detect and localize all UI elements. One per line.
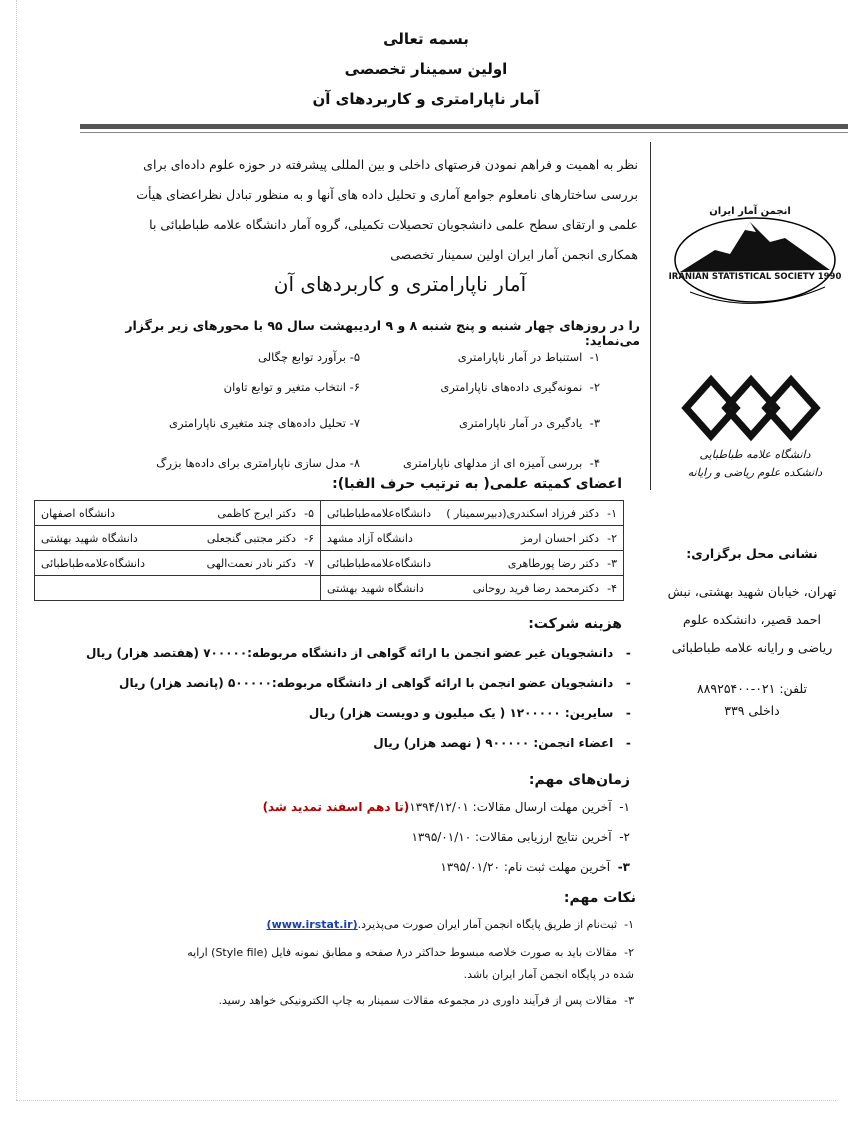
phone-extension: داخلی ۳۳۹: [724, 703, 780, 718]
committee-cell: ۳-دکتر رضا پورطاهری دانشگاه‌علامه‌طباطبائی: [321, 551, 624, 576]
table-row: [35, 501, 624, 526]
topic-item: ۵- برآورد توابع چگالی: [258, 350, 360, 364]
topic-item: ۸- مدل سازی ناپارامتری برای داده‌ها بزرگ: [156, 456, 360, 470]
page-border-left: [16, 0, 17, 1100]
contact-block: [662, 678, 842, 722]
website-link[interactable]: (www.irstat.ir): [266, 918, 358, 931]
list-item: - دانشجویان عضو انجمن با ارائه گواهی از دانشگاه مربوطه:۵۰۰۰۰۰ (پانصد هزار) ریال: [119, 676, 635, 690]
intro-paragraph: [90, 150, 638, 270]
address-line: احمد قصیر، دانشکده علوم: [683, 612, 821, 627]
table-row: [35, 551, 624, 576]
topic-item: ۱- استنباط در آمار ناپارامتری: [457, 350, 600, 364]
list-item: ۲- مقالات باید به صورت خلاصه مبسوط حداکثر در۸ صفحه و مطابق نمونه فایل (Style file) ارایه شده در پایگاه انجمن آمار ایران باشد.: [187, 946, 634, 981]
committee-cell: ۱-دکتر فرزاد اسکندری(دبیرسمینار ) دانشگاه‌علامه‌طباطبائی: [321, 501, 624, 526]
society-logo-caption: IRANIAN STATISTICAL SOCIETY 1990: [668, 272, 842, 282]
committee-cell: ۴-دکترمحمد رضا فرید روحانی دانشگاه شهید بهشتی: [321, 576, 624, 601]
dates-heading: زمان‌های مهم:: [528, 772, 630, 788]
committee-cell: [35, 576, 321, 601]
header-rule: [80, 124, 848, 129]
topic-item: ۳- یادگیری در آمار ناپارامتری: [459, 416, 600, 430]
header-rule-thin: [80, 132, 848, 133]
topic-item: ۷- تحلیل داده‌های چند متغیری ناپارامتری: [168, 416, 360, 430]
header-line2: آمار ناپارامتری و کاربردهای آن: [312, 90, 540, 108]
list-item: ۱- ثبت‌نام از طریق پایگاه انجمن آمار ایران صورت می‌پذیرد.(www.irstat.ir): [266, 918, 634, 931]
committee-table: [34, 500, 624, 601]
list-item: ۲- آخرین نتایج ارزیابی مقالات: ۱۳۹۵/۰۱/۱۰: [411, 830, 630, 844]
intro-line: همکاری انجمن آمار ایران اولین سمینار تخصصی: [390, 247, 638, 262]
notes-heading: نکات مهم:: [563, 890, 636, 906]
intro-line: نظر به اهمیت و فراهم نمودن فرصتهای داخلی و بین المللی پیشرفته در حوزه علوم داده‌ای برای: [143, 157, 638, 172]
fees-heading: هزینه شرکت:: [528, 616, 622, 632]
address-block: [662, 578, 842, 662]
committee-cell: ۷-دکتر نادر نعمت‌الهی دانشگاه‌علامه‌طباطبائی: [35, 551, 321, 576]
faculty-logo: [676, 368, 826, 448]
schedule-line: را در روزهای چهار شنبه و پنج شنبه ۸ و ۹ اردیبهشت سال ۹۵ با محورهای زیر برگزار می‌نماید:: [125, 318, 640, 348]
list-item: ۳- مقالات پس از فرآیند داوری در مجموعه مقالات سمینار به چاپ الکترونیکی خواهد رسید.: [218, 994, 634, 1007]
list-item: - سایرین: ۱۲۰۰۰۰۰ ( یک میلیون و دویست هزار) ریال: [308, 706, 635, 720]
header-line1: اولین سمینار تخصصی: [344, 60, 508, 78]
topic-item: ۴- بررسی آمیزه ای از مدلهای ناپارامتری: [402, 456, 600, 470]
topics-left-column: [130, 350, 360, 486]
column-divider: [650, 142, 651, 490]
fees-list: [60, 646, 635, 766]
intro-line: علمی و ارتقای سطح علمی دانشجویان تحصیلات تکمیلی، گروه آمار دانشگاه علامه طباطبائی با: [149, 217, 638, 232]
society-logo-title: انجمن آمار ایران: [709, 206, 791, 217]
list-item: ۳- آخرین مهلت ثبت نام: ۱۳۹۵/۰۱/۲۰: [440, 860, 630, 874]
list-item: ۱- آخرین مهلت ارسال مقالات: ۱۳۹۴/۱۲/۰۱(تا دهم اسفند تمدید شد): [262, 800, 630, 814]
faculty-logo-text1: دانشگاه علامه طباطبایی: [699, 448, 811, 461]
list-item: - دانشجویان غیر عضو انجمن با ارائه گواهی از دانشگاه مربوطه:۷۰۰۰۰۰ (هفتصد هزار) ریال: [85, 646, 635, 660]
notes-list: [176, 918, 634, 1018]
topic-item: ۲- نمونه‌گیری داده‌های ناپارامتری: [440, 380, 600, 394]
committee-cell: ۲-دکتر احسان ارمز دانشگاه آزاد مشهد: [321, 526, 624, 551]
topic-item: ۶- انتخاب متغیر و توابع تاوان: [223, 380, 360, 394]
address-heading: نشانی محل برگزاری:: [686, 546, 818, 561]
table-row: [35, 576, 624, 601]
list-item: - اعضاء انجمن: ۹۰۰۰۰۰ ( نهصد هزار) ریال: [373, 736, 635, 750]
basmala: بسمه تعالی: [383, 30, 469, 48]
phone-number: تلفن: ۰۲۱-۸۸۹۲۵۴۰۰: [696, 681, 808, 696]
intro-line: بررسی ساختارهای نامعلوم جوامع آماری و تحلیل داده های آنها و به منظور تبادل نظراعضای هیأت: [136, 187, 638, 202]
committee-heading: اعضای کمیته علمی( به ترتیب حرف الفبا):: [332, 476, 622, 492]
committee-cell: ۶-دکتر مجتبی گنجعلی دانشگاه شهید بهشتی: [35, 526, 321, 551]
table-row: [35, 526, 624, 551]
address-line: تهران، خیابان شهید بهشتی، نبش: [667, 584, 837, 599]
address-line: ریاضی و رایانه علامه طباطبائی: [671, 640, 833, 655]
faculty-logo-text2: دانشکده علوم ریاضی و رایانه: [687, 466, 823, 479]
seminar-title: آمار ناپارامتری و کاربردهای آن: [273, 272, 527, 296]
committee-cell: ۵-دکتر ایرج کاظمی دانشگاه اصفهان: [35, 501, 321, 526]
society-logo-year: ۱۳۶۹: [760, 250, 778, 259]
page-border-bottom: [16, 1100, 836, 1101]
dates-list: [150, 800, 630, 890]
